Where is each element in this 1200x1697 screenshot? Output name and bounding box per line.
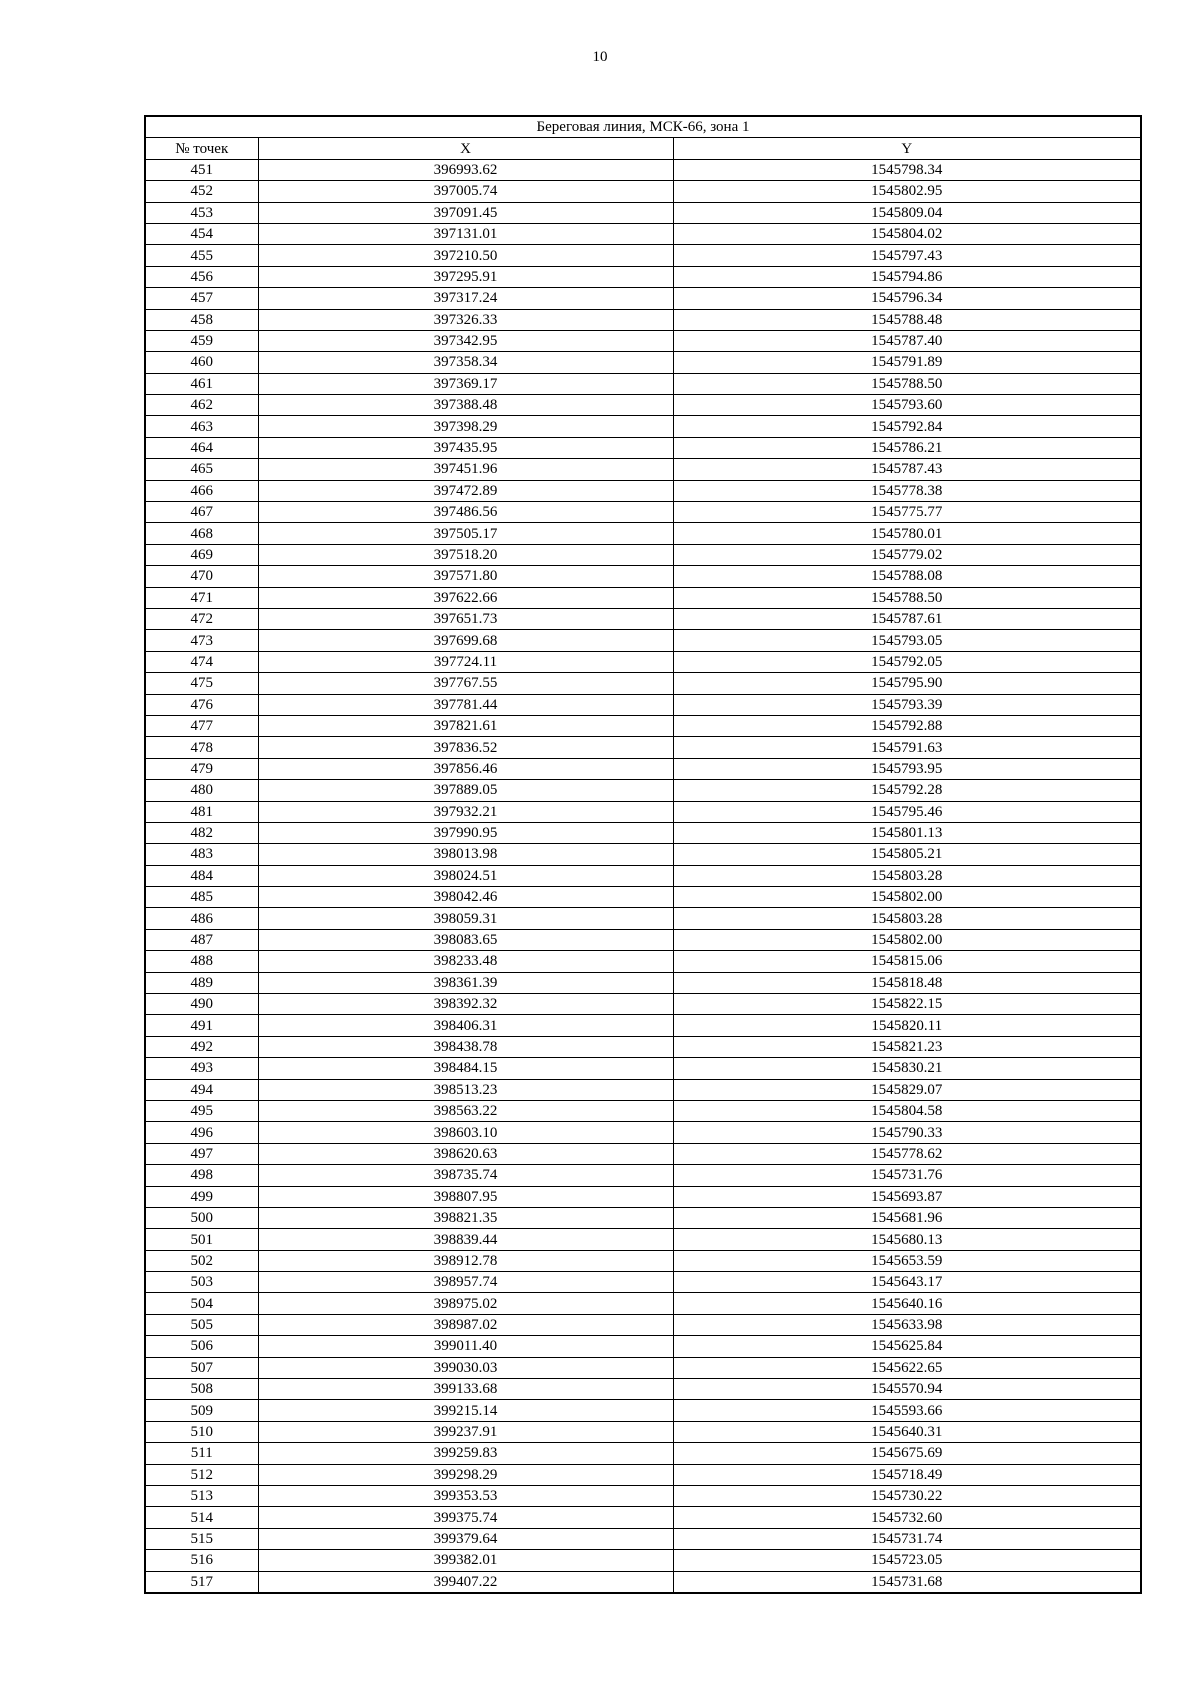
cell-y: 1545792.84 — [673, 416, 1141, 437]
table-row — [145, 844, 1141, 865]
cell-x: 397889.05 — [258, 780, 673, 801]
table-row — [145, 994, 1141, 1015]
cell-point-number: 492 — [145, 1036, 258, 1057]
cell-point-number: 500 — [145, 1207, 258, 1228]
table-row — [145, 1079, 1141, 1100]
cell-x: 399298.29 — [258, 1464, 673, 1485]
cell-x: 398392.32 — [258, 994, 673, 1015]
cell-x: 398821.35 — [258, 1207, 673, 1228]
table-row — [145, 887, 1141, 908]
cell-x: 397398.29 — [258, 416, 673, 437]
table-row — [145, 1143, 1141, 1164]
table-row — [145, 1293, 1141, 1314]
cell-y: 1545820.11 — [673, 1015, 1141, 1036]
page-number: 10 — [592, 49, 608, 65]
cell-x: 398912.78 — [258, 1250, 673, 1271]
cell-point-number: 469 — [145, 544, 258, 565]
table-row — [145, 1250, 1141, 1271]
cell-x: 397505.17 — [258, 523, 673, 544]
cell-x: 398484.15 — [258, 1058, 673, 1079]
table-row — [145, 159, 1141, 180]
coordinates-table — [144, 115, 1142, 1594]
cell-y: 1545791.63 — [673, 737, 1141, 758]
table-row — [145, 1122, 1141, 1143]
table-row — [145, 1015, 1141, 1036]
cell-x: 397486.56 — [258, 502, 673, 523]
cell-point-number: 460 — [145, 352, 258, 373]
cell-x: 398620.63 — [258, 1143, 673, 1164]
cell-x: 397781.44 — [258, 694, 673, 715]
cell-x: 397435.95 — [258, 437, 673, 458]
cell-y: 1545793.95 — [673, 758, 1141, 779]
cell-y: 1545731.68 — [673, 1571, 1141, 1593]
cell-y: 1545788.08 — [673, 566, 1141, 587]
cell-x: 398042.46 — [258, 887, 673, 908]
cell-point-number: 499 — [145, 1186, 258, 1207]
cell-x: 398233.48 — [258, 951, 673, 972]
cell-point-number: 510 — [145, 1421, 258, 1442]
cell-point-number: 486 — [145, 908, 258, 929]
table-row — [145, 587, 1141, 608]
cell-point-number: 457 — [145, 288, 258, 309]
cell-x: 397342.95 — [258, 330, 673, 351]
cell-point-number: 475 — [145, 673, 258, 694]
cell-x: 398987.02 — [258, 1314, 673, 1335]
cell-x: 397451.96 — [258, 459, 673, 480]
table-row — [145, 908, 1141, 929]
cell-y: 1545681.96 — [673, 1207, 1141, 1228]
cell-point-number: 508 — [145, 1379, 258, 1400]
cell-point-number: 451 — [145, 159, 258, 180]
cell-y: 1545787.43 — [673, 459, 1141, 480]
table-row — [145, 608, 1141, 629]
cell-point-number: 512 — [145, 1464, 258, 1485]
cell-point-number: 488 — [145, 951, 258, 972]
cell-point-number: 478 — [145, 737, 258, 758]
cell-x: 397131.01 — [258, 223, 673, 244]
table-row — [145, 1464, 1141, 1485]
cell-point-number: 458 — [145, 309, 258, 330]
cell-y: 1545675.69 — [673, 1443, 1141, 1464]
cell-point-number: 453 — [145, 202, 258, 223]
cell-point-number: 467 — [145, 502, 258, 523]
cell-point-number: 452 — [145, 181, 258, 202]
cell-point-number: 487 — [145, 929, 258, 950]
cell-point-number: 462 — [145, 395, 258, 416]
table-row — [145, 1443, 1141, 1464]
cell-point-number: 461 — [145, 373, 258, 394]
cell-x: 398839.44 — [258, 1229, 673, 1250]
cell-x: 397005.74 — [258, 181, 673, 202]
cell-x: 397295.91 — [258, 266, 673, 287]
table-row — [145, 223, 1141, 244]
cell-point-number: 479 — [145, 758, 258, 779]
cell-point-number: 480 — [145, 780, 258, 801]
cell-x: 397518.20 — [258, 544, 673, 565]
cell-point-number: 516 — [145, 1550, 258, 1571]
table-row — [145, 245, 1141, 266]
table-row — [145, 1314, 1141, 1335]
table-row — [145, 416, 1141, 437]
cell-x: 398013.98 — [258, 844, 673, 865]
table-row — [145, 202, 1141, 223]
table-row — [145, 1272, 1141, 1293]
cell-y: 1545802.00 — [673, 929, 1141, 950]
cell-x: 399353.53 — [258, 1486, 673, 1507]
cell-x: 397210.50 — [258, 245, 673, 266]
table-row — [145, 1186, 1141, 1207]
cell-y: 1545731.76 — [673, 1165, 1141, 1186]
cell-point-number: 504 — [145, 1293, 258, 1314]
cell-point-number: 456 — [145, 266, 258, 287]
cell-y: 1545787.40 — [673, 330, 1141, 351]
table-row — [145, 1486, 1141, 1507]
cell-point-number: 505 — [145, 1314, 258, 1335]
cell-point-number: 515 — [145, 1528, 258, 1549]
cell-point-number: 491 — [145, 1015, 258, 1036]
cell-x: 398603.10 — [258, 1122, 673, 1143]
table-row — [145, 1357, 1141, 1378]
cell-point-number: 466 — [145, 480, 258, 501]
cell-y: 1545680.13 — [673, 1229, 1141, 1250]
cell-point-number: 495 — [145, 1100, 258, 1121]
table-row — [145, 1550, 1141, 1571]
table-row — [145, 1571, 1141, 1593]
table-row — [145, 758, 1141, 779]
cell-y: 1545822.15 — [673, 994, 1141, 1015]
cell-x: 397388.48 — [258, 395, 673, 416]
cell-y: 1545804.58 — [673, 1100, 1141, 1121]
table-row — [145, 1165, 1141, 1186]
coordinates-table-body — [145, 116, 1141, 1593]
table-title-row — [145, 116, 1141, 138]
cell-point-number: 454 — [145, 223, 258, 244]
table-row — [145, 1100, 1141, 1121]
cell-point-number: 473 — [145, 630, 258, 651]
cell-x: 397369.17 — [258, 373, 673, 394]
cell-x: 398735.74 — [258, 1165, 673, 1186]
cell-y: 1545793.05 — [673, 630, 1141, 651]
cell-point-number: 514 — [145, 1507, 258, 1528]
table-row — [145, 437, 1141, 458]
cell-y: 1545723.05 — [673, 1550, 1141, 1571]
cell-point-number: 509 — [145, 1400, 258, 1421]
table-row — [145, 480, 1141, 501]
cell-point-number: 477 — [145, 715, 258, 736]
cell-y: 1545779.02 — [673, 544, 1141, 565]
cell-y: 1545693.87 — [673, 1186, 1141, 1207]
cell-point-number: 489 — [145, 972, 258, 993]
cell-x: 397767.55 — [258, 673, 673, 694]
cell-point-number: 472 — [145, 608, 258, 629]
cell-y: 1545625.84 — [673, 1336, 1141, 1357]
cell-point-number: 497 — [145, 1143, 258, 1164]
table-row — [145, 1400, 1141, 1421]
cell-point-number: 501 — [145, 1229, 258, 1250]
table-row — [145, 630, 1141, 651]
cell-x: 397622.66 — [258, 587, 673, 608]
cell-x: 399375.74 — [258, 1507, 673, 1528]
table-row — [145, 694, 1141, 715]
cell-y: 1545793.60 — [673, 395, 1141, 416]
cell-x: 397317.24 — [258, 288, 673, 309]
cell-y: 1545792.88 — [673, 715, 1141, 736]
column-header-x: X — [258, 138, 673, 159]
table-row — [145, 566, 1141, 587]
cell-x: 396993.62 — [258, 159, 673, 180]
cell-x: 397091.45 — [258, 202, 673, 223]
cell-y: 1545788.50 — [673, 587, 1141, 608]
table-row — [145, 373, 1141, 394]
cell-x: 399215.14 — [258, 1400, 673, 1421]
table-row — [145, 181, 1141, 202]
table-row — [145, 801, 1141, 822]
cell-y: 1545798.34 — [673, 159, 1141, 180]
table-row — [145, 673, 1141, 694]
table-row — [145, 780, 1141, 801]
table-row — [145, 929, 1141, 950]
cell-point-number: 506 — [145, 1336, 258, 1357]
table-header-row — [145, 138, 1141, 159]
table-row — [145, 822, 1141, 843]
cell-y: 1545622.65 — [673, 1357, 1141, 1378]
cell-point-number: 474 — [145, 651, 258, 672]
cell-y: 1545821.23 — [673, 1036, 1141, 1057]
cell-point-number: 502 — [145, 1250, 258, 1271]
cell-x: 399011.40 — [258, 1336, 673, 1357]
cell-point-number: 471 — [145, 587, 258, 608]
table-title: Береговая линия, МСК-66, зона 1 — [145, 116, 1141, 138]
cell-y: 1545803.28 — [673, 908, 1141, 929]
cell-point-number: 485 — [145, 887, 258, 908]
cell-x: 397856.46 — [258, 758, 673, 779]
cell-point-number: 476 — [145, 694, 258, 715]
cell-point-number: 513 — [145, 1486, 258, 1507]
cell-point-number: 481 — [145, 801, 258, 822]
cell-y: 1545792.05 — [673, 651, 1141, 672]
table-row — [145, 865, 1141, 886]
table-row — [145, 1036, 1141, 1057]
cell-point-number: 498 — [145, 1165, 258, 1186]
table-row — [145, 1336, 1141, 1357]
cell-x: 398438.78 — [258, 1036, 673, 1057]
cell-x: 398957.74 — [258, 1272, 673, 1293]
cell-x: 397571.80 — [258, 566, 673, 587]
table-row — [145, 715, 1141, 736]
cell-point-number: 517 — [145, 1571, 258, 1593]
cell-y: 1545803.28 — [673, 865, 1141, 886]
cell-x: 397821.61 — [258, 715, 673, 736]
cell-y: 1545780.01 — [673, 523, 1141, 544]
table-row — [145, 1058, 1141, 1079]
cell-y: 1545718.49 — [673, 1464, 1141, 1485]
table-row — [145, 1421, 1141, 1442]
cell-x: 398406.31 — [258, 1015, 673, 1036]
cell-y: 1545643.17 — [673, 1272, 1141, 1293]
cell-point-number: 484 — [145, 865, 258, 886]
cell-y: 1545787.61 — [673, 608, 1141, 629]
cell-x: 399259.83 — [258, 1443, 673, 1464]
cell-x: 398513.23 — [258, 1079, 673, 1100]
table-row — [145, 737, 1141, 758]
cell-x: 399237.91 — [258, 1421, 673, 1442]
table-row — [145, 951, 1141, 972]
table-row — [145, 502, 1141, 523]
cell-y: 1545731.74 — [673, 1528, 1141, 1549]
cell-y: 1545788.48 — [673, 309, 1141, 330]
cell-x: 398563.22 — [258, 1100, 673, 1121]
cell-x: 399030.03 — [258, 1357, 673, 1378]
cell-x: 399379.64 — [258, 1528, 673, 1549]
cell-point-number: 455 — [145, 245, 258, 266]
cell-y: 1545793.39 — [673, 694, 1141, 715]
cell-y: 1545790.33 — [673, 1122, 1141, 1143]
table-row — [145, 651, 1141, 672]
table-row — [145, 1379, 1141, 1400]
cell-point-number: 496 — [145, 1122, 258, 1143]
cell-point-number: 459 — [145, 330, 258, 351]
cell-y: 1545730.22 — [673, 1486, 1141, 1507]
cell-x: 397836.52 — [258, 737, 673, 758]
table-row — [145, 266, 1141, 287]
cell-y: 1545794.86 — [673, 266, 1141, 287]
cell-point-number: 470 — [145, 566, 258, 587]
table-row — [145, 523, 1141, 544]
table-row — [145, 1229, 1141, 1250]
cell-x: 398975.02 — [258, 1293, 673, 1314]
cell-x: 398083.65 — [258, 929, 673, 950]
cell-y: 1545797.43 — [673, 245, 1141, 266]
cell-y: 1545732.60 — [673, 1507, 1141, 1528]
table-row — [145, 459, 1141, 480]
cell-y: 1545802.95 — [673, 181, 1141, 202]
cell-point-number: 511 — [145, 1443, 258, 1464]
cell-y: 1545640.16 — [673, 1293, 1141, 1314]
table-row — [145, 544, 1141, 565]
table-row — [145, 330, 1141, 351]
cell-x: 397724.11 — [258, 651, 673, 672]
cell-point-number: 465 — [145, 459, 258, 480]
cell-x: 397699.68 — [258, 630, 673, 651]
cell-y: 1545829.07 — [673, 1079, 1141, 1100]
cell-y: 1545788.50 — [673, 373, 1141, 394]
cell-point-number: 483 — [145, 844, 258, 865]
cell-y: 1545830.21 — [673, 1058, 1141, 1079]
column-header-point-number: № точек — [145, 138, 258, 159]
table-row — [145, 352, 1141, 373]
cell-y: 1545786.21 — [673, 437, 1141, 458]
cell-point-number: 507 — [145, 1357, 258, 1378]
cell-x: 397990.95 — [258, 822, 673, 843]
cell-x: 398059.31 — [258, 908, 673, 929]
cell-y: 1545815.06 — [673, 951, 1141, 972]
table-row — [145, 1528, 1141, 1549]
cell-point-number: 493 — [145, 1058, 258, 1079]
cell-y: 1545792.28 — [673, 780, 1141, 801]
table-row — [145, 309, 1141, 330]
cell-y: 1545593.66 — [673, 1400, 1141, 1421]
cell-y: 1545809.04 — [673, 202, 1141, 223]
cell-x: 397358.34 — [258, 352, 673, 373]
cell-point-number: 494 — [145, 1079, 258, 1100]
cell-y: 1545795.90 — [673, 673, 1141, 694]
cell-y: 1545778.38 — [673, 480, 1141, 501]
cell-point-number: 463 — [145, 416, 258, 437]
cell-x: 397326.33 — [258, 309, 673, 330]
table-row — [145, 1507, 1141, 1528]
table-row — [145, 972, 1141, 993]
cell-y: 1545570.94 — [673, 1379, 1141, 1400]
cell-point-number: 490 — [145, 994, 258, 1015]
cell-x: 399133.68 — [258, 1379, 673, 1400]
cell-y: 1545640.31 — [673, 1421, 1141, 1442]
cell-point-number: 482 — [145, 822, 258, 843]
cell-y: 1545802.00 — [673, 887, 1141, 908]
cell-y: 1545795.46 — [673, 801, 1141, 822]
cell-y: 1545818.48 — [673, 972, 1141, 993]
cell-x: 398807.95 — [258, 1186, 673, 1207]
cell-y: 1545778.62 — [673, 1143, 1141, 1164]
table-row — [145, 288, 1141, 309]
cell-y: 1545633.98 — [673, 1314, 1141, 1335]
cell-x: 398361.39 — [258, 972, 673, 993]
table-row — [145, 1207, 1141, 1228]
cell-y: 1545653.59 — [673, 1250, 1141, 1271]
cell-y: 1545775.77 — [673, 502, 1141, 523]
cell-point-number: 503 — [145, 1272, 258, 1293]
cell-y: 1545801.13 — [673, 822, 1141, 843]
cell-x: 399382.01 — [258, 1550, 673, 1571]
cell-x: 397472.89 — [258, 480, 673, 501]
cell-x: 397651.73 — [258, 608, 673, 629]
cell-x: 397932.21 — [258, 801, 673, 822]
cell-y: 1545796.34 — [673, 288, 1141, 309]
cell-y: 1545791.89 — [673, 352, 1141, 373]
cell-x: 398024.51 — [258, 865, 673, 886]
cell-y: 1545804.02 — [673, 223, 1141, 244]
cell-point-number: 468 — [145, 523, 258, 544]
table-row — [145, 395, 1141, 416]
cell-y: 1545805.21 — [673, 844, 1141, 865]
column-header-y: Y — [673, 138, 1141, 159]
cell-x: 399407.22 — [258, 1571, 673, 1593]
cell-point-number: 464 — [145, 437, 258, 458]
